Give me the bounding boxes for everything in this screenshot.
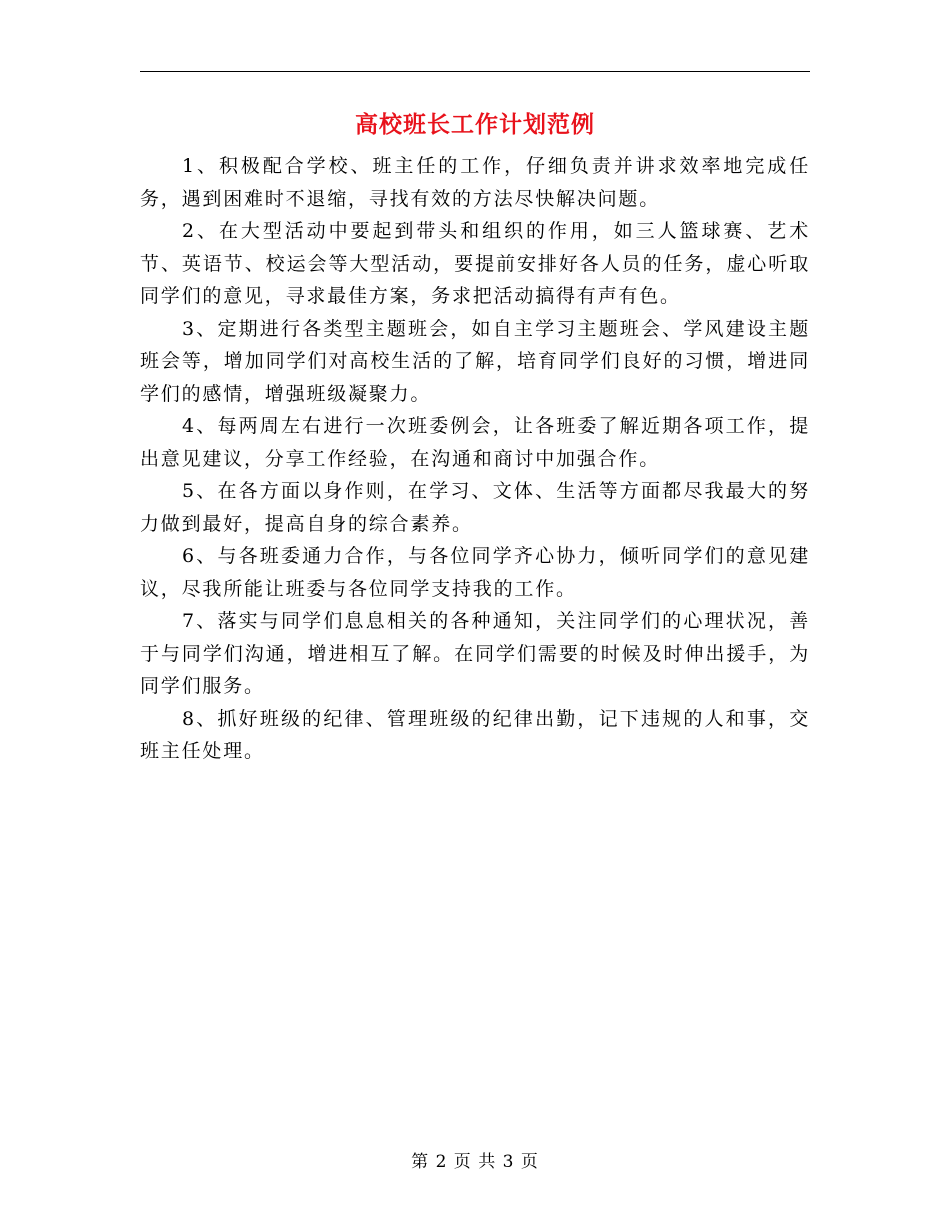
paragraph-7: 7、落实与同学们息息相关的各种通知，关注同学们的心理状况，善于与同学们沟通，增进相互了解。在同学们需要的时候及时伸出援手，为同学们服务。	[140, 610, 810, 697]
document-body	[140, 150, 810, 768]
document-title: 高校班长工作计划范例	[355, 111, 595, 138]
page-footer	[140, 1150, 810, 1174]
paragraph-8: 8、抓好班级的纪律、管理班级的纪律出勤，记下违规的人和事，交班主任处理。	[140, 707, 810, 762]
paragraph-2: 2、在大型活动中要起到带头和组织的作用，如三人篮球赛、艺术节、英语节、校运会等大型活动，要提前安排好各人员的任务，虚心听取同学们的意见，寻求最佳方案，务求把活动搞得有声有色。	[140, 220, 810, 307]
paragraph-4: 4、每两周左右进行一次班委例会，让各班委了解近期各项工作，提出意见建议，分享工作经验，在沟通和商讨中加强合作。	[140, 415, 810, 470]
paragraph-6: 6、与各班委通力合作，与各位同学齐心协力，倾听同学们的意见建议，尽我所能让班委与各位同学支持我的工作。	[140, 545, 810, 600]
page-number-label: 第 2 页 共 3 页	[411, 1152, 539, 1172]
paragraph-5: 5、在各方面以身作则，在学习、文体、生活等方面都尽我最大的努力做到最好，提高自身的综合素养。	[140, 480, 810, 535]
paragraph-3: 3、定期进行各类型主题班会，如自主学习主题班会、学风建设主题班会等，增加同学们对高校生活的了解，培育同学们良好的习惯，增进同学们的感情，增强班级凝聚力。	[140, 317, 810, 405]
paragraph-1: 1、积极配合学校、班主任的工作，仔细负责并讲求效率地完成任务，遇到困难时不退缩，寻找有效的方法尽快解决问题。	[140, 155, 810, 210]
header-rule	[140, 71, 810, 72]
